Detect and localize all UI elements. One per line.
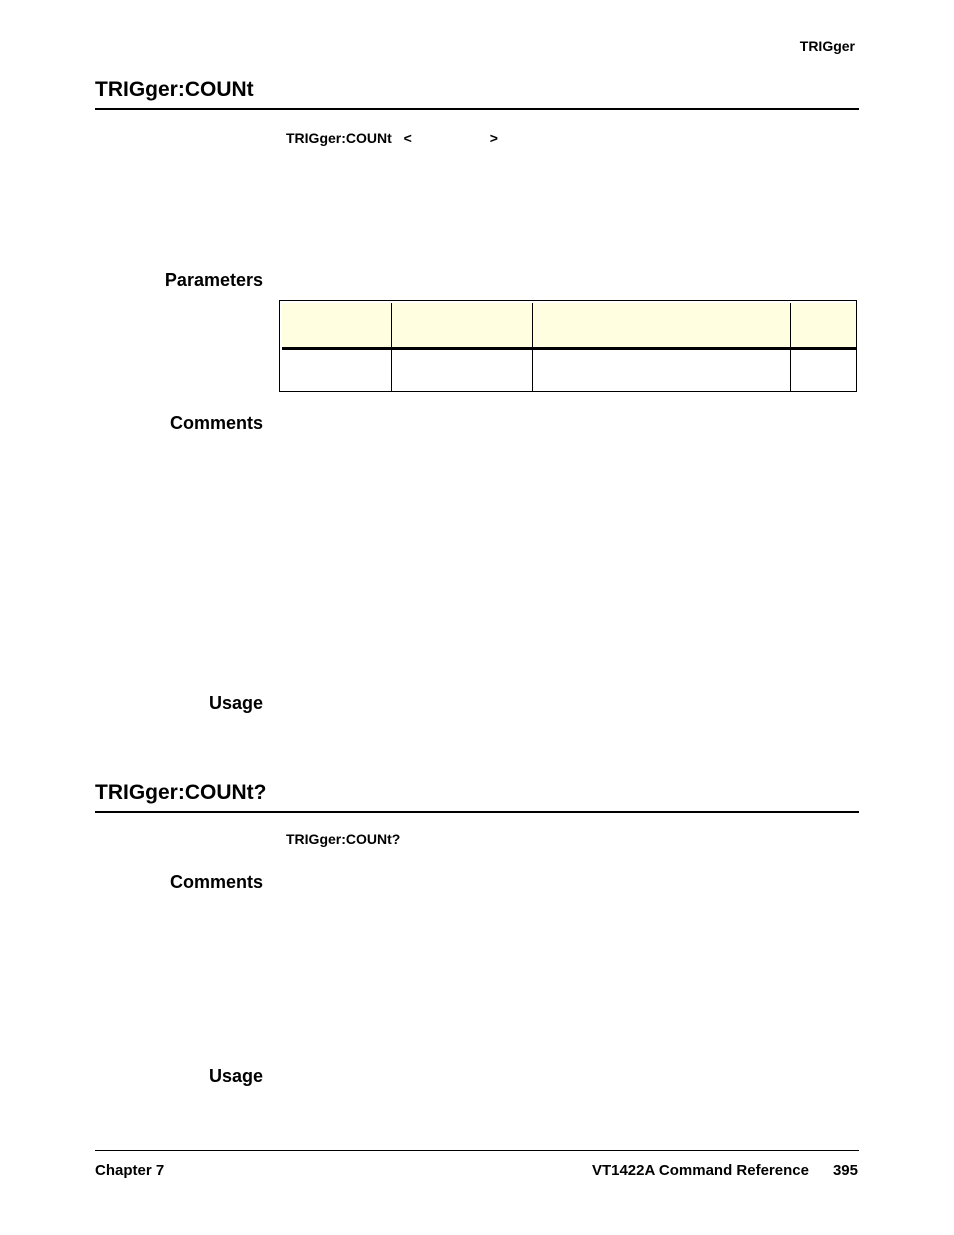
- comments-heading: Comments: [169, 413, 263, 433]
- syntax-close-bracket: >: [489, 130, 498, 146]
- syntax-command: TRIGger:COUNt?: [286, 831, 401, 847]
- footer-doc-title: VT1422A Command Reference: [591, 1162, 809, 1179]
- section-title-trigger-count: TRIGger:COUNt: [95, 78, 254, 101]
- footer-chapter: Chapter 7: [95, 1162, 165, 1179]
- page-number: 395: [832, 1162, 858, 1179]
- running-head: TRIGger: [799, 38, 855, 54]
- section-title-trigger-count-query: TRIGger:COUNt?: [95, 781, 267, 804]
- usage-heading: Usage: [208, 1066, 263, 1086]
- table-header-cell: [282, 303, 391, 349]
- table-header-cell: [790, 303, 856, 349]
- syntax-command: TRIGger:COUNt: [286, 130, 392, 146]
- table-header-cell: [532, 303, 790, 349]
- usage-heading: Usage: [208, 693, 263, 713]
- footer-rule: [95, 1150, 859, 1151]
- table-header-cell: [391, 303, 532, 349]
- parameters-table-header-row: [282, 303, 856, 349]
- section-rule: [95, 108, 859, 110]
- table-cell: [282, 349, 391, 393]
- table-cell: [532, 349, 790, 393]
- footer-right: [592, 1162, 858, 1179]
- table-row: [282, 349, 856, 393]
- parameters-heading: Parameters: [164, 270, 263, 290]
- table-cell: [391, 349, 532, 393]
- table-cell: [790, 349, 856, 393]
- syntax-open-bracket: <: [403, 130, 412, 146]
- syntax-line: [286, 831, 400, 847]
- syntax-line: [286, 130, 498, 146]
- parameters-table: [279, 300, 857, 392]
- comments-heading: Comments: [169, 872, 263, 892]
- section-rule: [95, 811, 859, 813]
